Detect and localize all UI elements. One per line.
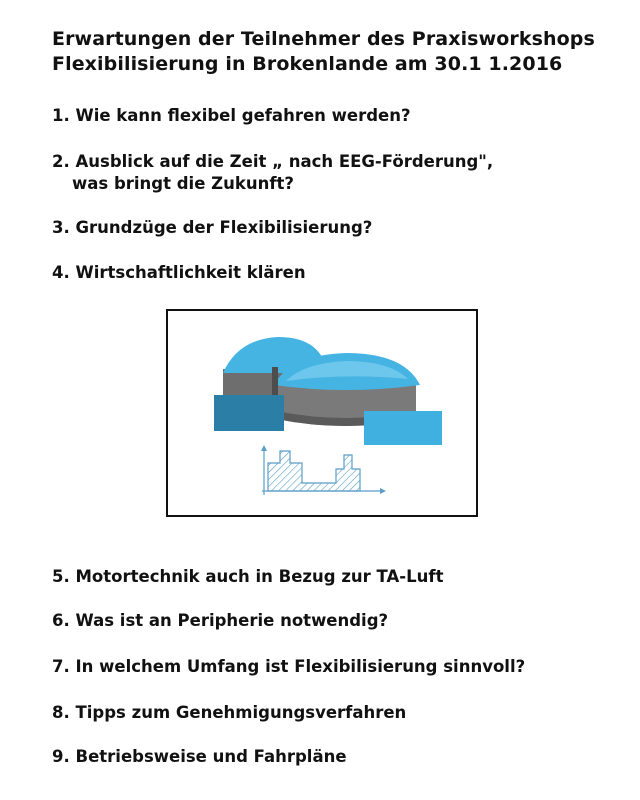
- list-item-text: Wie kann flexibel gefahren werden?: [75, 106, 411, 125]
- list-item-2: [52, 151, 612, 195]
- list-item-number: 7.: [52, 657, 70, 676]
- chart-y-arrow: [261, 445, 267, 451]
- list-item-text: In welchem Umfang ist Flexibilisierung sinnvoll?: [75, 657, 526, 676]
- list-item-text: Ausblick auf die Zeit „ nach EEG-Förderung",: [75, 152, 494, 171]
- left-building-block: [214, 395, 284, 431]
- list-item-4: [52, 262, 612, 284]
- list-item-number: 8.: [52, 703, 70, 722]
- schedule-curve: [268, 451, 360, 491]
- list-item-number: 5.: [52, 567, 70, 586]
- list-item-text: Motortechnik auch in Bezug zur TA-Luft: [75, 567, 444, 586]
- biogas-plant-figure: [166, 309, 478, 517]
- list-item-text: Betriebsweise und Fahrpläne: [75, 747, 347, 766]
- list-item-number: 2.: [52, 152, 70, 171]
- title-line-1: Erwartungen der Teilnehmer des Praxisworkshops: [52, 28, 595, 50]
- right-building-block: [364, 411, 442, 445]
- list-item-number: 4.: [52, 263, 70, 282]
- document-title: [52, 27, 612, 77]
- title-line-2: Flexibilisierung in Brokenlande am 30.1 1.2016: [52, 53, 563, 75]
- list-item-3: [52, 217, 612, 239]
- list-item-1: [52, 105, 612, 127]
- list-item-7: [52, 656, 612, 678]
- list-item-number: 6.: [52, 611, 70, 630]
- list-item-number: 1.: [52, 106, 70, 125]
- list-item-text-continued: was bringt die Zukunft?: [72, 174, 294, 193]
- list-item-9: [52, 746, 612, 768]
- list-item-number: 9.: [52, 747, 70, 766]
- list-item-text: Wirtschaftlichkeit klären: [75, 263, 306, 282]
- list-item-6: [52, 610, 612, 632]
- chart-x-arrow: [380, 488, 386, 494]
- operation-schedule-chart: [261, 445, 386, 495]
- list-item-8: [52, 702, 612, 724]
- list-item-number: 3.: [52, 218, 70, 237]
- list-item-text: Was ist an Peripherie notwendig?: [75, 611, 389, 630]
- list-item-text: Grundzüge der Flexibilisierung?: [75, 218, 373, 237]
- list-item-5: [52, 566, 612, 588]
- list-item-text: Tipps zum Genehmigungsverfahren: [75, 703, 407, 722]
- biogas-plant-icon: [168, 311, 476, 515]
